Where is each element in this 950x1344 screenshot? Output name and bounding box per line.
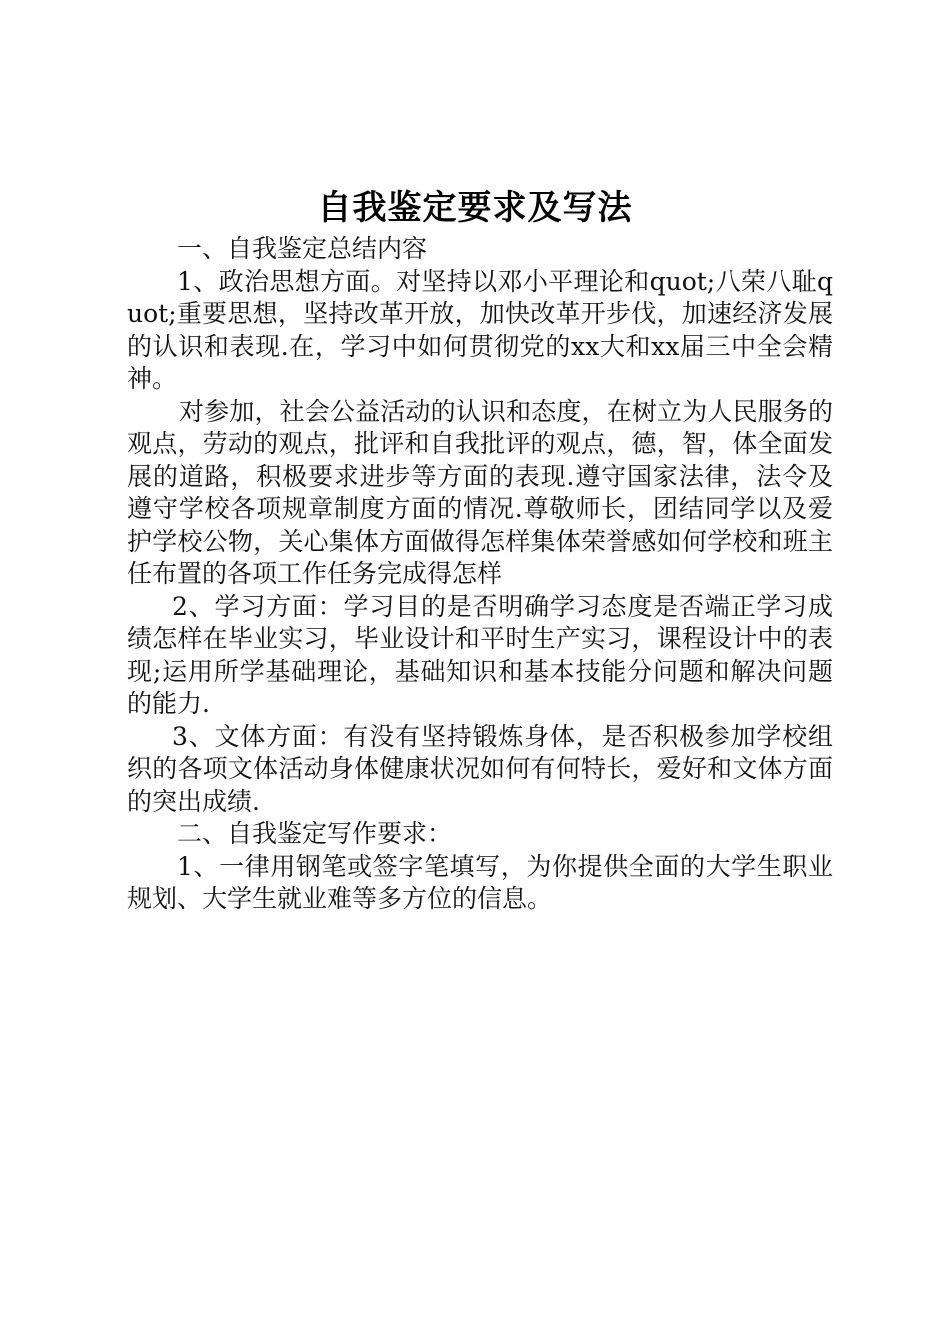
document-title: 自我鉴定要求及写法	[317, 188, 633, 228]
section-heading-1: 一、自我鉴定总结内容	[177, 234, 428, 263]
paragraph-political: 1、政治思想方面。对坚持以邓小平理论和quot;八荣八耻quot;重要思想，坚持改革开放，加快改革开步伐，加速经济发展的认识和表现.在，学习中如何贯彻党的xx大和xx届三中全会精神。	[127, 266, 833, 393]
paragraph-study: 2、学习方面：学习目的是否明确学习态度是否端正学习成绩怎样在毕业实习，毕业设计和平时生产实习，课程设计中的表现;运用所学基础理论，基础知识和基本技能分问题和解决问题的能力.	[127, 591, 833, 718]
paragraph-sports: 3、文体方面：有没有坚持锻炼身体，是否积极参加学校组织的各项文体活动身体健康状况如何有何特长，爱好和文体方面的突出成绩.	[127, 721, 833, 816]
paragraph-writing-requirement: 1、一律用钢笔或签字笔填写，为你提供全面的大学生职业规划、大学生就业难等多方位的信息。	[127, 851, 833, 913]
document-body	[127, 233, 833, 916]
section-heading-2: 二、自我鉴定写作要求：	[177, 819, 453, 848]
paragraph-public-welfare: 对参加，社会公益活动的认识和态度，在树立为人民服务的观点，劳动的观点，批评和自我批评的观点，德，智，体全面发展的道路，积极要求进步等方面的表现.遵守国家法律，法令及遵守学校各项规章制度方面的情况.尊敬师长，团结同学以及爱护学校公物，关心集体方面做得怎样集体荣誉感如何学校和班主任布置的各项工作任务完成得怎样	[127, 396, 833, 588]
